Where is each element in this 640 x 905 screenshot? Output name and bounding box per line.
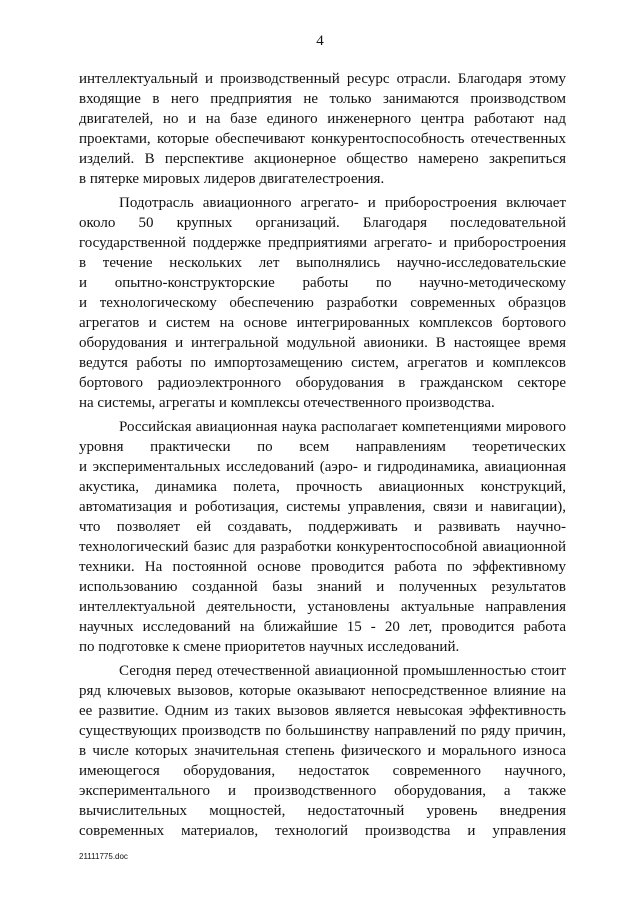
text-line: ведутся работы по импортозамещению систем, агрегатов и комплексов [79,355,566,371]
text-line: бортового радиоэлектронного оборудования в гражданском секторе [79,375,566,391]
text-line: на системы, агрегаты и комплексы отечественного производства. [79,395,495,411]
text-line: по подготовке к смене приоритетов научных исследований. [79,639,460,655]
text-line: современных материалов, технологий производства и управления [79,823,566,839]
text-line: агрегатов и систем на основе интегрированных комплексов бортового [79,315,566,331]
text-line: Российская авиационная наука располагает компетенциями мирового [119,419,566,435]
text-line: акустика, динамика полета, прочность авиационных конструкций, [79,479,566,495]
text-line: интеллектуальный и производственный ресурс отрасли. Благодаря этому [79,71,566,87]
text-line: в пятерке мировых лидеров двигателестроения. [79,171,385,187]
text-line: вычислительных мощностей, недостаточный уровень внедрения [79,803,566,819]
text-line: Подотрасль авиационного агрегато- и приборостроения включает [119,195,566,211]
text-line: научных исследований на ближайшие 15 - 20 лет, проводится работа [79,619,566,635]
text-line: использованию созданной базы знаний и полученных результатов [79,579,566,595]
text-line: проектами, которые обеспечивают конкурентоспособность отечественных [79,131,566,147]
text-line: Сегодня перед отечественной авиационной промышленностью стоит [119,663,566,679]
text-line: в числе которых значительная степень физического и морального износа [79,743,566,759]
text-line: ее развитие. Одним из таких вызовов является невысокая эффективность [79,703,566,719]
text-line: существующих производств по большинству направлений по ряду причин, [79,723,566,739]
text-line: и опытно-конструкторские работы по научно-методическому [79,275,566,291]
text-line: оборудования и интегральной модульной авионики. В настоящее время [79,335,566,351]
text-line: двигателей, но и на базе единого инженерного центра работают над [79,111,566,127]
file-name-footer: 21111775.doc [79,852,128,861]
text-line: и экспериментальных исследований (аэро- и гидродинамика, авиационная [79,459,566,475]
text-line: технологический базис для разработки конкурентоспособной авиационной [79,539,566,555]
text-line: экспериментального и производственного оборудования, а также [79,783,566,799]
text-line: уровня практически по всем направлениям теоретических [79,439,566,455]
text-line: государственной поддержке предприятиями агрегато- и приборостроения [79,235,566,251]
text-line: интеллектуальной деятельности, установлены актуальные направления [79,599,566,615]
text-line: техники. На постоянной основе проводится работа по эффективному [79,559,566,575]
text-line: и технологическому обеспечению разработки современных образцов [79,295,566,311]
page-number: 4 [316,33,324,49]
text-line: около 50 крупных организаций. Благодаря последовательной [79,215,566,231]
text-line: автоматизация и роботизация, системы управления, связи и навигации), [79,499,566,515]
text-line: что позволяет ей создавать, поддерживать и развивать научно- [79,519,566,535]
text-line: в течение нескольких лет выполнялись научно-исследовательские [79,255,566,271]
text-line: ряд ключевых вызовов, которые оказывают непосредственное влияние на [79,683,566,699]
text-line: изделий. В перспективе акционерное общество намерено закрепиться [79,151,566,167]
text-line: входящие в него предприятия не только занимаются производством [79,91,566,107]
text-line: имеющегося оборудования, недостаток современного научного, [79,763,566,779]
